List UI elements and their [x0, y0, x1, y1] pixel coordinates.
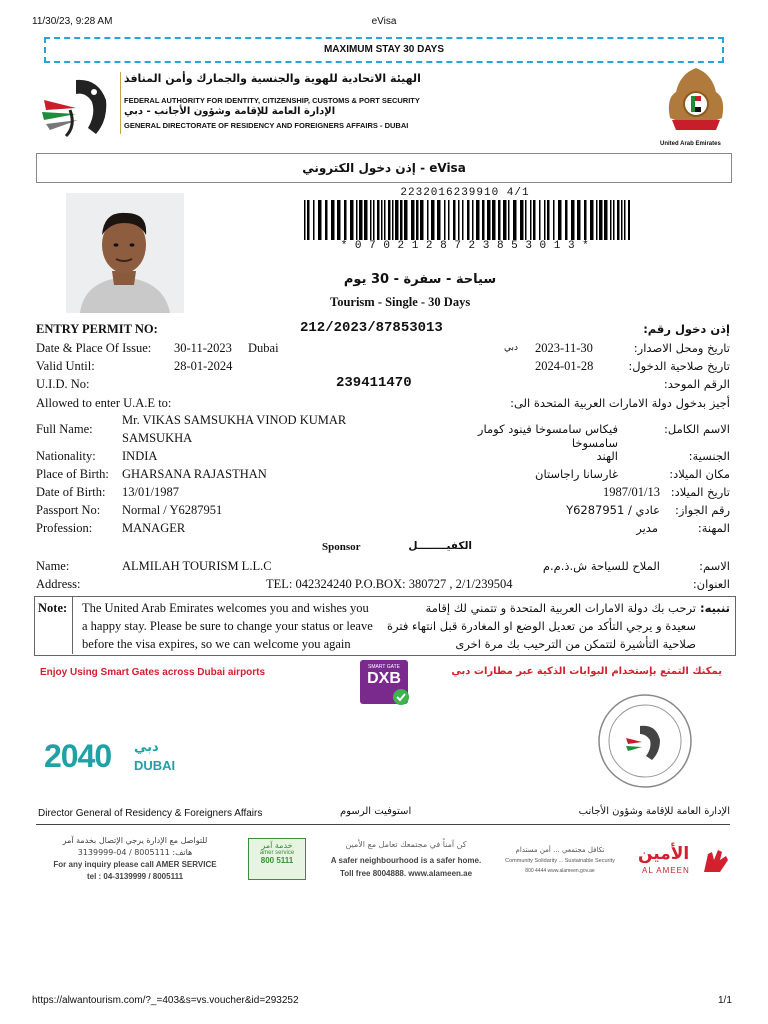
barcode-bar	[437, 200, 441, 240]
ameen-slogan-en1: A safer neighbourhood is a safer home.	[330, 856, 482, 865]
barcode-bar	[400, 200, 403, 240]
fullname-label-ar: الاسم الكامل:	[664, 422, 730, 436]
barcode-bar	[392, 200, 394, 240]
barcode-top-number: 2232016239910 4/1	[400, 187, 530, 199]
print-datetime: 11/30/23, 9:28 AM	[32, 16, 113, 27]
profession-label-ar: المهنة:	[697, 521, 730, 535]
barcode-bar	[318, 200, 322, 240]
amer-badge-ar: خدمة آمر	[261, 841, 293, 850]
barcode-bar	[476, 200, 480, 240]
uid-label-ar: الرقم الموحد:	[663, 377, 730, 391]
barcode-bar	[472, 200, 474, 240]
director-general-en: Director General of Residency & Foreigners Affairs	[38, 808, 263, 819]
pob-value: GHARSANA RAJASTHAN	[122, 467, 267, 481]
fees-paid-ar: استوفيت الرسوم	[340, 806, 412, 817]
barcode-bar	[359, 200, 363, 240]
amer-contact-en1: For any inquiry please call AMER SERVICE	[53, 860, 217, 869]
barcode-bar	[610, 200, 612, 240]
barcode-bar	[599, 200, 603, 240]
note-line1-ar: ترحب بك دولة الامارات العربية المتحدة و تتمني لك إقامة	[425, 601, 696, 615]
allowed-label-ar: أجيز بدخول دولة الامارات العربية المتحدة الى:	[510, 396, 730, 410]
visa-type-en: Tourism - Single - 30 Days	[330, 295, 471, 309]
passport-value: Normal / Y6287951	[122, 503, 223, 517]
barcode-bar	[596, 200, 598, 240]
amer-service-badge	[248, 838, 306, 880]
barcode-bar	[584, 200, 587, 240]
note-line2: a happy stay. Please be sure to change your status or leave	[82, 619, 373, 633]
checkmark-icon	[392, 688, 410, 706]
valid-date-ar: 2024-01-28	[535, 359, 594, 373]
logo-divider	[120, 72, 121, 134]
barcode-bar	[513, 200, 517, 240]
issue-date: 30-11-2023	[174, 341, 232, 355]
passport-label-ar: رقم الجواز:	[674, 503, 730, 517]
pob-label-ar: مكان الميلاد:	[669, 467, 730, 481]
department-name-en: GENERAL DIRECTORATE OF RESIDENCY AND FOREIGNERS AFFAIRS - DUBAI	[124, 121, 409, 130]
dubai-2040-number: 2040	[44, 738, 112, 774]
barcode-bar	[304, 200, 306, 240]
barcode-bar	[558, 200, 562, 240]
evisa-title: إذن دخول الكتروني - eVisa	[36, 153, 732, 183]
note-line3: before the visa expires, so we can welcome you again	[82, 637, 351, 651]
nationality-label-ar: الجنسية:	[688, 449, 730, 463]
nationality-value: INDIA	[122, 449, 158, 463]
note-line3-ar: صلاحية التأشيرة لتتمكن من الترحيب بك مرة اخرى	[455, 637, 696, 651]
barcode-bar	[453, 200, 456, 240]
barcode-bottom-number: * 0 7 0 2 1 2 8 7 2 3 8 5 3 0 1 3 *	[340, 240, 590, 252]
dob-label: Date of Birth:	[36, 485, 106, 499]
barcode-bar	[364, 200, 368, 240]
pob-label: Place of Birth:	[36, 467, 109, 481]
sponsor-address: TEL: 042324240 P.O.BOX: 380727 , 2/1/239504	[266, 577, 513, 591]
print-title: eVisa	[371, 16, 397, 27]
smartgate-badge-top: SMART GATE	[368, 664, 400, 670]
barcode-bar	[530, 200, 532, 240]
amer-badge-en: amer service	[259, 850, 295, 856]
sponsor-heading-ar: الكفيــــــــل	[408, 540, 472, 552]
amer-contact-ar1: للتواصل مع الإدارة يرجي الإتصال بخدمة آمر	[62, 836, 208, 845]
smartgate-text-ar: يمكنك التمتع بإستخدام البوابات الذكية عبر مطارات دبي	[451, 666, 722, 677]
barcode-bar	[628, 200, 630, 240]
official-stamp-icon	[596, 692, 694, 790]
dob-label-ar: تاريخ الميلاد:	[670, 485, 730, 499]
barcode-bar	[503, 200, 507, 240]
sponsor-name: ALMILAH TOURISM L.L.C	[122, 559, 272, 573]
note-divider-left	[72, 597, 73, 654]
barcode-bar	[571, 200, 575, 240]
barcode-bar	[350, 200, 354, 240]
sponsor-address-label: Address:	[36, 577, 81, 591]
smartgate-badge-main: DXB	[367, 670, 401, 687]
barcode-bar	[420, 200, 424, 240]
falcon-logo-icon	[36, 70, 118, 140]
barcode-bar	[427, 200, 429, 240]
nationality-ar: الهند	[596, 449, 618, 463]
barcode-bar	[539, 200, 541, 240]
barcode-bar	[553, 200, 555, 240]
department-name-ar: الإدارة العامة للإقامة وشؤون الأجانب - دبي	[124, 106, 336, 117]
barcode-bar	[613, 200, 615, 240]
issue-label: Date & Place Of Issue:	[36, 341, 152, 355]
barcode-bar	[307, 200, 310, 240]
allowed-label: Allowed to enter U.A.E to:	[36, 396, 172, 410]
emblem-caption: United Arab Emirates	[660, 141, 721, 147]
fullname-label: Full Name:	[36, 422, 93, 436]
barcode-bar	[370, 200, 372, 240]
barcode-bar	[544, 200, 546, 240]
person-photo-icon	[66, 193, 184, 313]
barcode-bar	[590, 200, 594, 240]
barcode-bar	[482, 200, 485, 240]
barcode-bar	[381, 200, 383, 240]
passport-label: Passport No:	[36, 503, 101, 517]
barcode-bar	[624, 200, 626, 240]
ameen-slogan-ar: كن آمناً في مجتمعك تعامل مع الأمين	[345, 840, 467, 849]
passport-ar: عادي / Y6287951	[566, 503, 660, 517]
pob-ar: غارسانا راجاستان	[535, 467, 618, 481]
barcode-bar	[416, 200, 419, 240]
barcode-bar	[487, 200, 491, 240]
print-url: https://alwantourism.com/?_=403&s=vs.voucher&id=293252	[32, 995, 299, 1006]
barcode-bar	[448, 200, 450, 240]
community-ar: تكافل مجتمعي ... أمن مستدام	[515, 846, 605, 854]
issue-place-ar: دبي	[503, 343, 518, 353]
barcode-bar	[565, 200, 568, 240]
smartgate-text-en: Enjoy Using Smart Gates across Dubai airports	[40, 667, 266, 678]
sponsor-address-label-ar: العنوان:	[692, 577, 730, 591]
valid-label-ar: تاريخ صلاحية الدخول:	[628, 359, 730, 373]
note-label-ar: تنبيه:	[700, 601, 730, 615]
amer-contact-en2: tel : 04-3139999 / 8005111	[86, 872, 184, 881]
passport-photo	[66, 193, 184, 313]
alameen-logo-ar: الأمين	[638, 844, 690, 864]
barcode-bar	[325, 200, 328, 240]
barcode-bar	[404, 200, 408, 240]
alameen-logo-en: AL AMEEN	[642, 866, 690, 875]
entry-permit-label: ENTRY PERMIT NO:	[36, 322, 158, 336]
amer-contact-ar2: هاتف: 8005111 / 04-3139999	[77, 848, 193, 857]
valid-date: 28-01-2024	[174, 359, 233, 373]
note-line2-ar: سعيدة و يرجي التأكد من تعديل الوضع او المغادرة قبل انتهاء فترة	[387, 619, 696, 633]
barcode-bar	[384, 200, 386, 240]
entry-permit-label-ar: إذن دخول رقم:	[643, 322, 730, 336]
fullname-ar: فيكاس سامسوخا فينود كومار سامسوخا	[477, 422, 618, 450]
entry-permit-number: 212/2023/87853013	[300, 320, 443, 336]
community-contact: 800 4444 www.alameen.gov.ae	[525, 868, 595, 874]
barcode-bar	[498, 200, 501, 240]
barcode-icon	[304, 200, 630, 240]
barcode-bar	[467, 200, 470, 240]
barcode-bar	[617, 200, 620, 240]
barcode-bar	[411, 200, 415, 240]
barcode-bar	[508, 200, 510, 240]
profession-label: Profession:	[36, 521, 93, 535]
sponsor-name-ar: الملاح للسياحة ش.ذ.م.م	[542, 559, 660, 573]
barcode-bar	[520, 200, 524, 240]
barcode-bar	[621, 200, 623, 240]
authority-name-ar: الهيئة الاتحادية للهوية والجنسية والجمارك وأمن المنافذ	[124, 72, 421, 85]
ameen-slogan-en2: Toll free 8004888. www.alameen.ae	[339, 869, 473, 878]
barcode-bar	[533, 200, 536, 240]
sponsor-name-label-ar: الاسم:	[699, 559, 730, 573]
issue-label-ar: تاريخ ومحل الاصدار:	[633, 341, 730, 355]
dubai-2040-ar: دبي	[134, 740, 159, 755]
community-en: Community Solidarity ... Sustainable Security	[505, 858, 615, 864]
barcode-bar	[525, 200, 527, 240]
uae-emblem-icon	[660, 62, 732, 140]
issue-date-ar: 2023-11-30	[535, 341, 593, 355]
alameen-hand-icon	[700, 846, 730, 874]
barcode-bar	[604, 200, 608, 240]
visa-type-ar: سياحة - سفرة - 30 يوم	[343, 272, 497, 287]
uid-label: U.I.D. No:	[36, 377, 90, 391]
barcode-bar	[458, 200, 460, 240]
nationality-label: Nationality:	[36, 449, 96, 463]
profession-ar: مدير	[636, 521, 658, 535]
note-line1: The United Arab Emirates welcomes you and wishes you	[82, 601, 369, 615]
fullname-line2: SAMSUKHA	[122, 431, 193, 445]
amer-badge-number: 800 5111	[260, 856, 294, 865]
barcode-bar	[395, 200, 399, 240]
barcode-bar	[344, 200, 347, 240]
authority-name-en: FEDERAL AUTHORITY FOR IDENTITY, CITIZENSHIP, CUSTOMS & PORT SECURITY	[124, 96, 420, 105]
dob-ar: 1987/01/13	[603, 485, 660, 499]
uid-number: 239411470	[336, 375, 412, 391]
issue-place: Dubai	[248, 341, 279, 355]
barcode-bar	[462, 200, 464, 240]
director-general-ar: الإدارة العامة للإقامة وشؤون الأجانب	[578, 806, 730, 817]
footer-divider	[36, 824, 730, 825]
valid-label: Valid Until:	[36, 359, 95, 373]
barcode-bar	[377, 200, 380, 240]
dubai-2040-en: DUBAI	[134, 758, 176, 773]
max-stay-banner: MAXIMUM STAY 30 DAYS	[44, 37, 724, 63]
barcode-bar	[331, 200, 335, 240]
barcode-bar	[388, 200, 391, 240]
barcode-bar	[313, 200, 315, 240]
barcode-bar	[337, 200, 341, 240]
sponsor-name-label: Name:	[36, 559, 70, 573]
print-page-number: 1/1	[718, 995, 732, 1006]
barcode-bar	[492, 200, 496, 240]
barcode-bar	[356, 200, 358, 240]
barcode-bar	[547, 200, 550, 240]
barcode-bar	[444, 200, 446, 240]
sponsor-heading: Sponsor	[322, 541, 361, 553]
barcode-bar	[373, 200, 375, 240]
note-label: Note:	[38, 601, 68, 615]
dob-value: 13/01/1987	[122, 485, 179, 499]
fullname-line1: Mr. VIKAS SAMSUKHA VINOD KUMAR	[122, 413, 347, 427]
barcode-bar	[577, 200, 581, 240]
profession-value: MANAGER	[122, 521, 186, 535]
barcode-bar	[431, 200, 435, 240]
